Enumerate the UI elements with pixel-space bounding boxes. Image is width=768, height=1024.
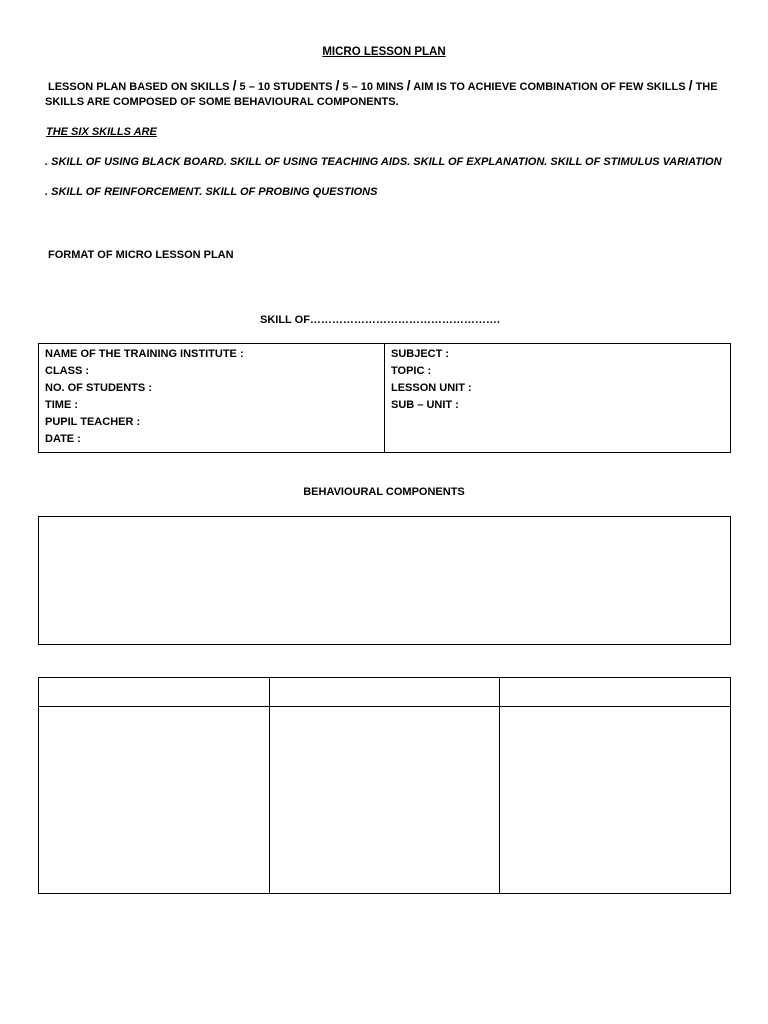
pupil-teacher-label: PUPIL TEACHER : bbox=[45, 416, 141, 428]
intro-separator: / bbox=[688, 77, 693, 93]
table-body-cell bbox=[39, 707, 270, 893]
page-title: MICRO LESSON PLAN bbox=[322, 46, 446, 58]
intro-part-3: 5 – 10 MINS bbox=[339, 81, 407, 93]
six-skills-heading: THE SIX SKILLS ARE bbox=[46, 126, 157, 138]
date-label: DATE : bbox=[45, 433, 81, 445]
skill-of-line: SKILL OF……………………………………………. bbox=[260, 314, 500, 326]
table-body-cell bbox=[500, 707, 730, 893]
lesson-steps-table bbox=[38, 677, 731, 894]
behavioural-components-heading: BEHAVIOURAL COMPONENTS bbox=[303, 486, 465, 498]
subject-label: SUBJECT : bbox=[391, 348, 450, 360]
topic-label: TOPIC : bbox=[391, 365, 432, 377]
intro-separator: / bbox=[406, 77, 411, 93]
intro-separator: / bbox=[335, 77, 340, 93]
intro-line-2: SKILLS ARE COMPOSED OF SOME BEHAVIOURAL COMPONENTS. bbox=[45, 96, 399, 108]
class-label: CLASS : bbox=[45, 365, 89, 377]
lesson-info-table bbox=[38, 343, 731, 453]
behavioural-components-box bbox=[38, 516, 731, 645]
lesson-info-right-column bbox=[385, 344, 730, 452]
lesson-info-left-column bbox=[39, 344, 385, 452]
lesson-unit-label: LESSON UNIT : bbox=[391, 382, 472, 394]
intro-part-2: 5 – 10 STUDENTS bbox=[236, 81, 336, 93]
intro-part-5: THE bbox=[692, 81, 718, 93]
students-label: NO. OF STUDENTS : bbox=[45, 382, 152, 394]
intro-separator: / bbox=[232, 77, 237, 93]
institute-label: NAME OF THE TRAINING INSTITUTE : bbox=[45, 348, 244, 360]
skills-list-line-2: . SKILL OF REINFORCEMENT. SKILL OF PROBING QUESTIONS bbox=[45, 186, 378, 198]
table-body-cell bbox=[270, 707, 500, 893]
sub-unit-label: SUB – UNIT : bbox=[391, 399, 459, 411]
format-heading: FORMAT OF MICRO LESSON PLAN bbox=[48, 249, 234, 261]
table-header-cell bbox=[270, 678, 500, 707]
intro-part-1: LESSON PLAN BASED ON SKILLS bbox=[48, 81, 233, 93]
skills-list-line-1: . SKILL OF USING BLACK BOARD. SKILL OF USING TEACHING AIDS. SKILL OF EXPLANATION. SKILL OF STIMULUS VARIATION bbox=[45, 156, 722, 168]
table-header-cell bbox=[500, 678, 730, 707]
intro-part-4: AIM IS TO ACHIEVE COMBINATION OF FEW SKILLS bbox=[410, 81, 689, 93]
table-header-cell bbox=[39, 678, 270, 707]
intro-line-1 bbox=[48, 77, 718, 93]
time-label: TIME : bbox=[45, 399, 78, 411]
